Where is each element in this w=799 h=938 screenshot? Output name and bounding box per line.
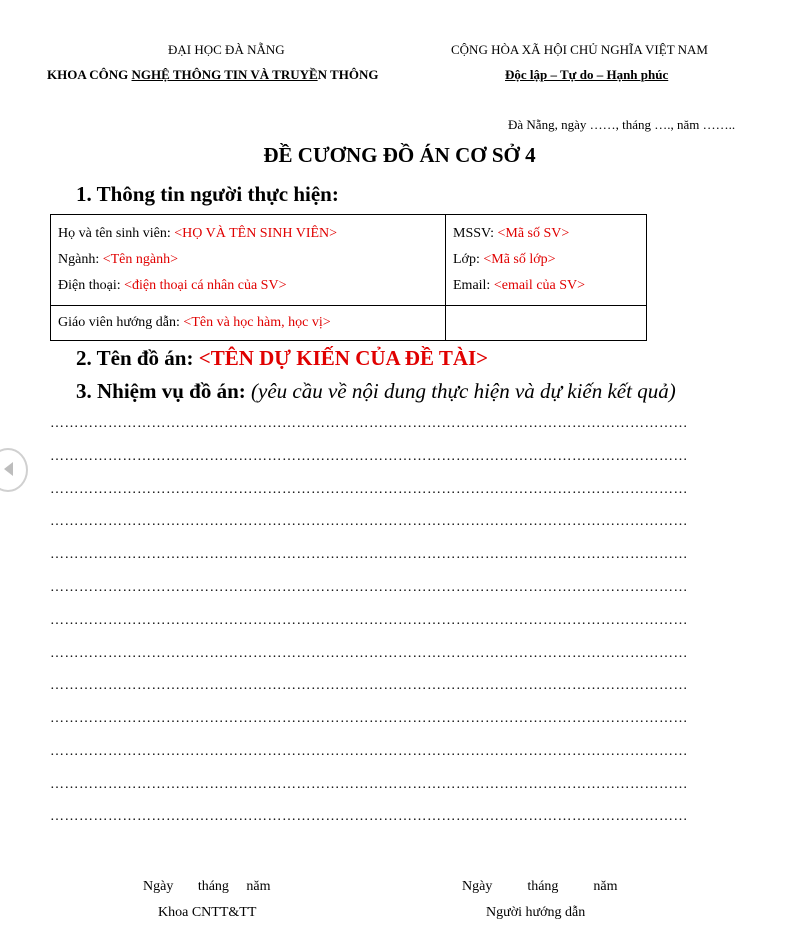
empty-cell <box>446 306 647 341</box>
dotted-line: …………………………………………………………………………………………………………………… <box>50 449 688 464</box>
phone-value: <điện thoại cá nhân của SV> <box>124 278 287 293</box>
dotted-line: …………………………………………………………………………………………………………………… <box>50 416 688 431</box>
page-title: ĐỀ CƯƠNG ĐỒ ÁN CƠ SỞ 4 <box>263 143 536 167</box>
dotted-line: …………………………………………………………………………………………………………………… <box>50 482 688 497</box>
previous-page-button[interactable] <box>0 448 28 492</box>
left-signature-date: Ngày tháng năm <box>143 879 271 894</box>
faculty-signature-title: Khoa CNTT&TT <box>158 905 257 920</box>
faculty-name: KHOA CÔNG NGHỆ THÔNG TIN VÀ TRUYỀN THÔNG <box>47 67 379 82</box>
email-row: Email: <email của SV> <box>453 278 586 293</box>
class-value: <Mã số lớp> <box>483 252 556 267</box>
right-signature-date: Ngày tháng năm <box>462 879 618 894</box>
major-value: <Tên ngành> <box>102 252 178 267</box>
date-line: Đà Nẵng, ngày ……, tháng …., năm …….. <box>508 117 736 132</box>
student-name-row: Họ và tên sinh viên: <HỌ VÀ TÊN SINH VIÊN> <box>58 226 338 241</box>
advisor-cell: Giáo viên hướng dẫn: <Tên và học hàm, học vị> <box>51 306 446 341</box>
section-3-note: (yêu cầu về nội dung thực hiện và dự kiến kết quả) <box>251 379 676 403</box>
dotted-line: …………………………………………………………………………………………………………………… <box>50 646 688 661</box>
section-2-heading: 2. Tên đồ án: <TÊN DỰ KIẾN CỦA ĐỀ TÀI> <box>76 346 489 370</box>
student-info-cell <box>51 215 446 306</box>
section-3-heading: 3. Nhiệm vụ đồ án: (yêu cầu về nội dung thực hiện và dự kiến kết quả) <box>76 379 676 403</box>
country-name: CỘNG HÒA XÃ HỘI CHỦ NGHĨA VIỆT NAM <box>451 42 708 57</box>
class-row: Lớp: <Mã số lớp> <box>453 252 556 267</box>
dotted-line: …………………………………………………………………………………………………………………… <box>50 514 688 529</box>
section-1-heading: 1. Thông tin người thực hiện: <box>76 182 339 206</box>
advisor-signature-title: Người hướng dẫn <box>486 905 586 920</box>
dotted-line: …………………………………………………………………………………………………………………… <box>50 809 688 824</box>
dotted-line: …………………………………………………………………………………………………………………… <box>50 678 688 693</box>
dotted-line: …………………………………………………………………………………………………………………… <box>50 744 688 759</box>
university-name: ĐẠI HỌC ĐÀ NẴNG <box>168 42 285 57</box>
mssv-row: MSSV: <Mã số SV> <box>453 226 570 241</box>
dotted-line: …………………………………………………………………………………………………………………… <box>50 777 688 792</box>
phone-row: Điện thoại: <điện thoại cá nhân của SV> <box>58 278 287 293</box>
student-id-cell <box>446 215 647 306</box>
mssv-value: <Mã số SV> <box>497 226 570 241</box>
student-info-table <box>50 214 647 341</box>
student-name-value: <HỌ VÀ TÊN SINH VIÊN> <box>174 226 338 241</box>
email-value: <email của SV> <box>493 278 586 293</box>
advisor-value: <Tên và học hàm, học vị> <box>183 315 331 330</box>
major-row: Ngành: <Tên ngành> <box>58 252 178 267</box>
project-name-value: <TÊN DỰ KIẾN CỦA ĐỀ TÀI> <box>198 346 489 370</box>
dotted-line: …………………………………………………………………………………………………………………… <box>50 711 688 726</box>
national-motto: Độc lập – Tự do – Hạnh phúc <box>505 67 669 82</box>
dotted-line: …………………………………………………………………………………………………………………… <box>50 580 688 595</box>
dotted-line: …………………………………………………………………………………………………………………… <box>50 613 688 628</box>
dotted-line: …………………………………………………………………………………………………………………… <box>50 547 688 562</box>
chevron-left-icon <box>4 462 14 476</box>
